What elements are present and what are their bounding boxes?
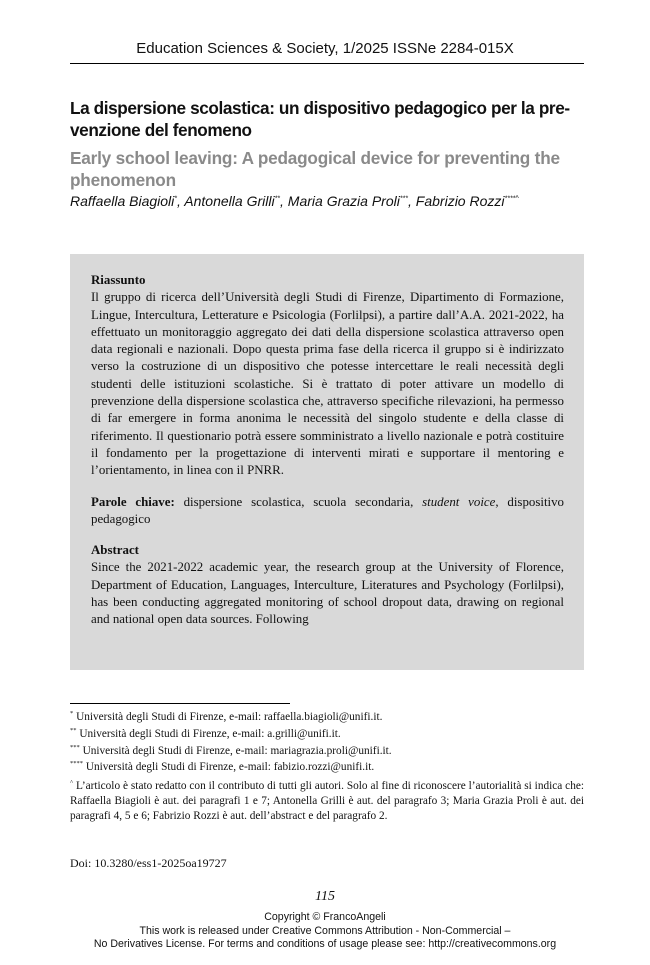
author-name: Antonella Grilli xyxy=(184,193,275,209)
keywords xyxy=(91,494,564,529)
license-line: No Derivatives License. For terms and conditions of usage please see: http://creativecommons.org xyxy=(93,938,557,951)
footnote xyxy=(70,744,584,759)
riassunto-text: Il gruppo di ricerca dell’Università degli Studi di Firenze, Dipartimento di Formazione, Lingue, Intercultura, Letterature e Psicologia (Forlilpsi), a partire dall’A.A. 2021-2022, ha effettuato un monitoraggio aggregato dei dati della dispersione scolastica attraverso open data regionali e nazionali. Dopo questa prima fase della ricerca il gruppo si è indirizzato verso la costruzione di un dispositivo che potesse intercettare le reali necessità degli studenti delle istituzioni scolastiche. Si è trattato di poter attivare un modello di prevenzione della dispersione scolastica che, attraverso specifiche rilevazioni, ha permesso di far emergere in forma anonima le necessità del singolo studente e della classe di riferimento. Il questionario potrà essere somministrato a livello nazionale e potrà costituire il fondamento per la progettazione di interventi mirati e supportare il mentoring e l’orientamento, in linea con il PNRR. xyxy=(91,290,564,478)
author-name: Raffaella Biagioli xyxy=(70,193,175,209)
footnote-mark: **** xyxy=(70,760,83,768)
author-separator: , xyxy=(280,193,288,209)
doi: Doi: 10.3280/ess1-2025oa19727 xyxy=(70,856,227,870)
footnote-text: Università degli Studi di Firenze, e-mail: mariagrazia.proli@unifi.it. xyxy=(79,744,392,757)
author-footnote-mark: * xyxy=(174,195,178,203)
author-separator: , xyxy=(177,193,185,209)
abstract-box xyxy=(70,254,584,670)
journal-header: Education Sciences & Society, 1/2025 ISSNe 2284-015X xyxy=(136,40,514,57)
keywords-text: dispersione scolastica, scuola secondaria, xyxy=(174,494,423,509)
keywords-text-end: , dispositivo pedagogico xyxy=(91,494,564,526)
footnote-text: Università degli Studi di Firenze, e-mail: raffaella.biagioli@unifi.it. xyxy=(73,711,383,723)
footnote xyxy=(70,760,584,775)
abstract-text: Since the 2021-2022 academic year, the research group at the University of Florence, Department of Education, Languages, Interculture, Literatures and Psychology (Forlilpsi), has been conducting aggregated monitoring of school dropout data, drawing on regional and national open data sources. Following xyxy=(91,560,564,627)
footnote-mark: ^ xyxy=(70,778,74,786)
keywords-label: Parole chiave: xyxy=(91,494,175,509)
author-name: Maria Grazia Proli xyxy=(287,193,400,209)
keywords-italic-term: student voice xyxy=(422,494,496,509)
copyright-line: Copyright © FrancoAngeli xyxy=(264,911,386,923)
footnote xyxy=(70,727,584,742)
author-separator: , xyxy=(408,193,416,209)
footnote-text: L’articolo è stato redatto con il contributo di tutti gli autori. Solo al fine di riconoscere l’autorialità si indica che: Raffaella Biagioli è aut. dei paragrafi 1 e 7; Antonella Grilli è aut. del paragrafo 3; Maria Grazia Proli è aut. dei paragrafi 4, 5 e 6; Fabrizio Rozzi è aut. dell’abstract e del paragrafo 2. xyxy=(70,779,584,823)
author-footnote-mark: *** xyxy=(399,195,409,203)
footnote xyxy=(70,710,584,725)
footnote-mark: * xyxy=(70,710,74,718)
footnote-mark: ** xyxy=(70,727,77,735)
footnote-text: Università degli Studi di Firenze, e-mail: fabizio.rozzi@unifi.it. xyxy=(83,761,375,774)
article-title-english: Early school leaving: A pedagogical device for preventing the phenomenon xyxy=(70,148,560,190)
footnote-authorship-note xyxy=(70,779,584,825)
riassunto-heading: Riassunto xyxy=(91,273,146,287)
author-footnote-mark: ****^ xyxy=(504,195,519,203)
footnote-text: Università degli Studi di Firenze, e-mail: a.grilli@unifi.it. xyxy=(76,727,341,740)
author-list xyxy=(70,193,586,209)
author-name: Fabrizio Rozzi xyxy=(415,193,505,209)
page-number: 115 xyxy=(315,889,335,904)
license-footer xyxy=(0,911,650,952)
article-title-italian: La dispersione scolastica: un dispositivo pedagogico per la pre-venzione del fenomeno xyxy=(70,98,570,140)
footnotes xyxy=(70,710,584,826)
license-line: This work is released under Creative Commons Attribution - Non-Commercial – xyxy=(139,924,511,937)
footnote-rule xyxy=(70,703,290,704)
author-footnote-mark: ** xyxy=(274,195,281,203)
footnote-mark: *** xyxy=(70,743,80,751)
abstract-heading: Abstract xyxy=(91,543,139,558)
header-rule xyxy=(70,63,584,64)
